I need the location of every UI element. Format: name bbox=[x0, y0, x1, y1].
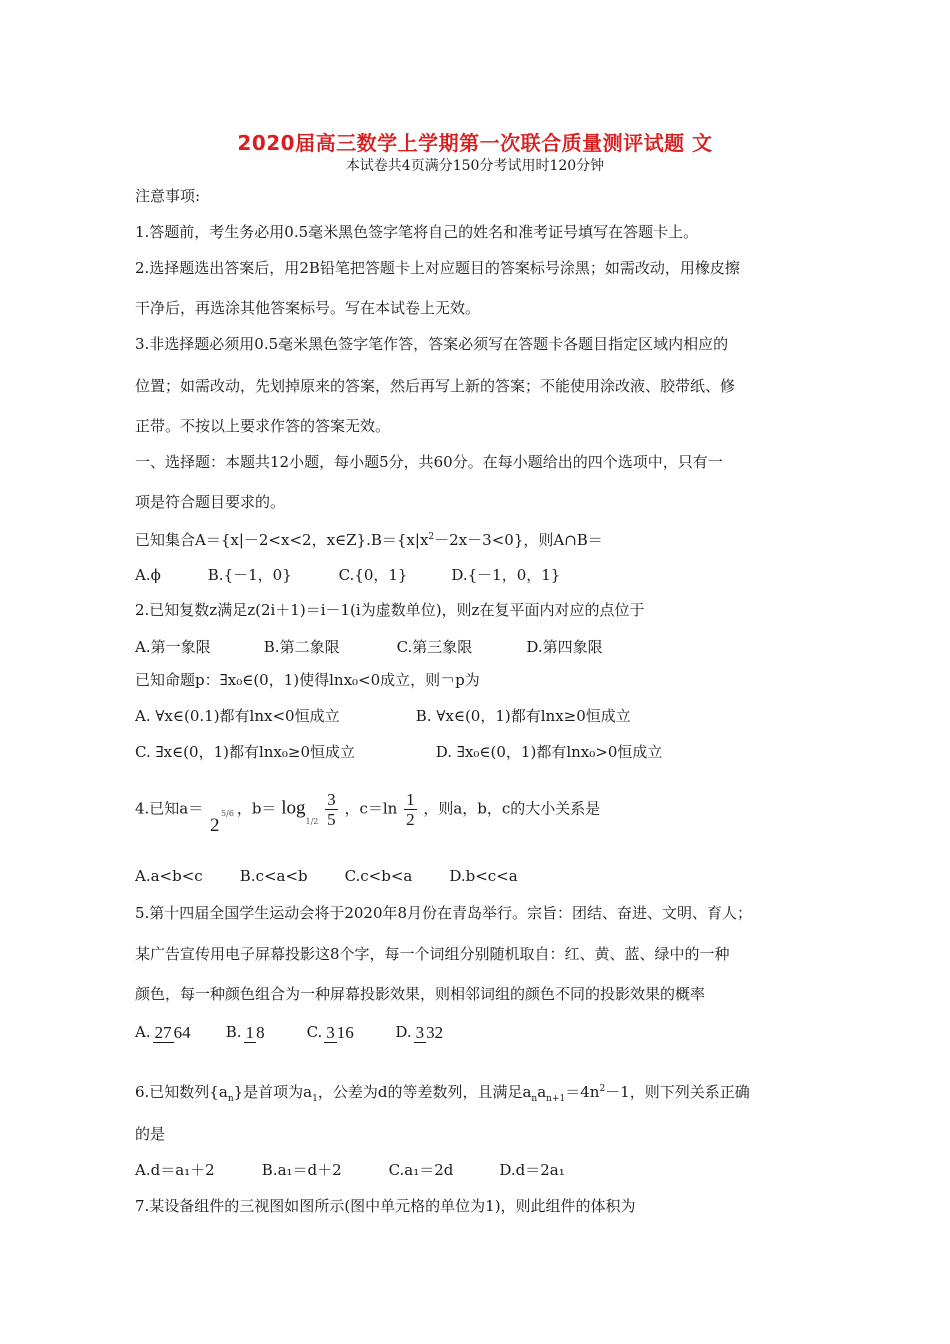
q4-option-b: B.c<a<b bbox=[239, 867, 308, 885]
q4-b-numerator: 3 bbox=[327, 790, 336, 809]
q4-a-base: 2 bbox=[210, 814, 220, 836]
section-intro-a: 一、选择题：本题共12小题，每小题5分，共60分。在每小题给出的四个选项中，只有一 bbox=[135, 453, 723, 471]
q6-sub-n: n bbox=[227, 1094, 234, 1104]
q5-option-d-denominator: 32 bbox=[426, 1023, 444, 1042]
q5-stem-c: 颜色，每一种颜色组合为一种屏幕投影效果，则相邻词组的颜色不同的投影效果的概率 bbox=[135, 985, 706, 1003]
q6-stem bbox=[135, 1082, 840, 1102]
q4-b-log: log bbox=[281, 797, 306, 819]
q5-options bbox=[135, 1022, 840, 1066]
notice-item-1: 1.答题前，考生务必用0.5毫米黑色签字笔将自己的姓名和准考证号填写在答题卡上。 bbox=[135, 223, 699, 241]
q6-option-b: B.a₁＝d＋2 bbox=[261, 1161, 342, 1179]
q6-sub-n1: n+1 bbox=[546, 1094, 566, 1104]
q2-option-b: B.第二象限 bbox=[263, 638, 340, 656]
q5-option-b bbox=[226, 1022, 302, 1043]
q6-option-d: D.d＝2a₁ bbox=[499, 1161, 565, 1179]
q5-option-c-numerator: 3 bbox=[326, 1023, 335, 1042]
q4-option-d: D.b<c<a bbox=[449, 867, 518, 885]
q6-option-c: C.a₁＝2d bbox=[388, 1161, 454, 1179]
q2-option-d: D.第四象限 bbox=[526, 638, 603, 656]
notice-item-3a: 3.非选择题必须用0.5毫米黑色签字笔作答，答案必须写在答题卡各题目指定区域内相应的 bbox=[135, 335, 729, 353]
q3-option-c: C. ∃x∈(0，1)都有lnx₀≥0恒成立 bbox=[135, 743, 356, 761]
q5-option-a-numerator: 27 bbox=[154, 1023, 172, 1042]
q5-option-d-numerator: 3 bbox=[415, 1023, 425, 1042]
q4-c-lead: ，c＝ln bbox=[344, 799, 398, 818]
q4-b-fraction bbox=[325, 790, 338, 829]
q6-sub-n-2: n bbox=[531, 1094, 538, 1104]
q1-option-d: D.{－1，0，1} bbox=[451, 566, 561, 584]
q5-option-a-label: A. bbox=[135, 1023, 151, 1041]
q5-option-b-numerator: 1 bbox=[245, 1023, 255, 1042]
q4-option-c: C.c<b<a bbox=[344, 867, 413, 885]
q6-stem-c: ，公差为d的等差数列，且满足a bbox=[317, 1083, 532, 1101]
q5-stem-b: 某广告宣传用电子屏幕投影这8个字，每一个词组分别随机取自：红、黄、蓝、绿中的一种 bbox=[135, 945, 730, 963]
page-title: 2020届高三数学上学期第一次联合质量测评试题 文 bbox=[237, 131, 713, 155]
q4-stem bbox=[135, 790, 840, 836]
q4-lead: 4.已知a＝ bbox=[135, 799, 204, 818]
q4-b-denominator: 5 bbox=[327, 810, 336, 829]
q4-c-numerator: 1 bbox=[406, 790, 415, 809]
q3-stem: 已知命题p：∃x₀∈(0，1)使得lnx₀<0成立，则￢p为 bbox=[135, 671, 480, 689]
q5-option-a bbox=[135, 1022, 221, 1043]
q5-stem-a: 5.第十四届全国学生运动会将于2020年8月份在青岛举行。宗旨：团结、奋进、文明、育人； bbox=[135, 904, 753, 922]
q5-option-b-label: B. bbox=[225, 1023, 242, 1041]
q5-option-c-denominator: 16 bbox=[336, 1023, 354, 1042]
q4-tail: ，则a，b，c的大小关系是 bbox=[423, 799, 601, 818]
q5-option-a-denominator: 64 bbox=[173, 1023, 191, 1042]
q5-option-c bbox=[307, 1022, 391, 1043]
q3-options-row1 bbox=[135, 706, 840, 726]
q1-option-a: A.ϕ bbox=[135, 566, 161, 584]
q6-options bbox=[135, 1160, 840, 1180]
q1-options bbox=[135, 565, 840, 585]
q3-options-row2 bbox=[135, 742, 840, 762]
notice-item-2b: 干净后，再选涂其他答案标号。写在本试卷上无效。 bbox=[135, 299, 481, 317]
notice-heading: 注意事项: bbox=[135, 187, 201, 205]
q4-b-lead: ，b＝ bbox=[236, 799, 277, 818]
q2-options bbox=[135, 637, 840, 657]
q1-option-c: C.{0，1} bbox=[338, 566, 408, 584]
q3-option-a: A. ∀x∈(0.1)都有lnx<0恒成立 bbox=[135, 707, 340, 725]
q6-stem-f: －1，则下列关系正确 bbox=[605, 1083, 750, 1101]
q1-option-b: B.{－1，0} bbox=[207, 566, 292, 584]
q1-stem-sup: 2 bbox=[428, 532, 435, 542]
notice-item-2a: 2.选择题选出答案后，用2B铅笔把答题卡上对应题目的答案标号涂黑；如需改动，用橡皮擦 bbox=[135, 259, 740, 277]
q6-stem-b: }是首项为a bbox=[233, 1083, 313, 1101]
page-subtitle: 本试卷共4页满分150分考试用时120分钟 bbox=[345, 158, 605, 174]
q4-a-exponent: 5/6 bbox=[221, 808, 234, 818]
q5-option-d bbox=[395, 1022, 445, 1043]
q2-option-a: A.第一象限 bbox=[135, 638, 211, 656]
notice-item-3c: 正带。不按以上要求作答的答案无效。 bbox=[135, 417, 391, 435]
q4-a-expression bbox=[208, 794, 234, 836]
q6-stem-g: 的是 bbox=[135, 1125, 166, 1143]
q5-option-b-denominator: 8 bbox=[256, 1023, 265, 1042]
q4-c-fraction bbox=[404, 790, 417, 829]
notice-item-3b: 位置；如需改动，先划掉原来的答案，然后再写上新的答案；不能使用涂改液、胶带纸、修 bbox=[135, 377, 736, 395]
q6-stem-d: a bbox=[537, 1083, 547, 1101]
q5-option-c-label: C. bbox=[306, 1023, 323, 1041]
q3-option-b: B. ∀x∈(0，1)都有lnx≥0恒成立 bbox=[415, 707, 631, 725]
section-intro-b: 项是符合题目要求的。 bbox=[135, 493, 286, 511]
q4-c-denominator: 2 bbox=[406, 810, 415, 829]
q4-options bbox=[135, 866, 840, 886]
q4-option-a: A.a<b<c bbox=[135, 867, 203, 885]
q6-stem-a: 6.已知数列{a bbox=[135, 1083, 228, 1101]
q3-option-d: D. ∃x₀∈(0，1)都有lnx₀>0恒成立 bbox=[435, 743, 663, 761]
q1-stem bbox=[135, 530, 840, 550]
q4-b-log-base: 1/2 bbox=[305, 816, 319, 826]
q1-stem-b: －2x－3<0}，则A∩B＝ bbox=[434, 531, 603, 549]
q1-stem-a: 已知集合A＝{x|－2<x<2，x∈Z}.B＝{x|x bbox=[135, 531, 429, 549]
q6-option-a: A.d＝a₁＋2 bbox=[135, 1161, 215, 1179]
q6-sub-1: 1 bbox=[312, 1094, 318, 1104]
q6-sup-2: 2 bbox=[599, 1084, 606, 1094]
q6-stem-e: ＝4n bbox=[565, 1083, 600, 1101]
q2-option-c: C.第三象限 bbox=[396, 638, 473, 656]
q5-option-d-label: D. bbox=[395, 1023, 412, 1041]
q7-stem: 7.某设备组件的三视图如图所示(图中单元格的单位为1)，则此组件的体积为 bbox=[135, 1197, 636, 1215]
q2-stem: 2.已知复数z满足z(2i＋1)＝i－1(i为虚数单位)，则z在复平面内对应的点位于 bbox=[135, 601, 645, 619]
